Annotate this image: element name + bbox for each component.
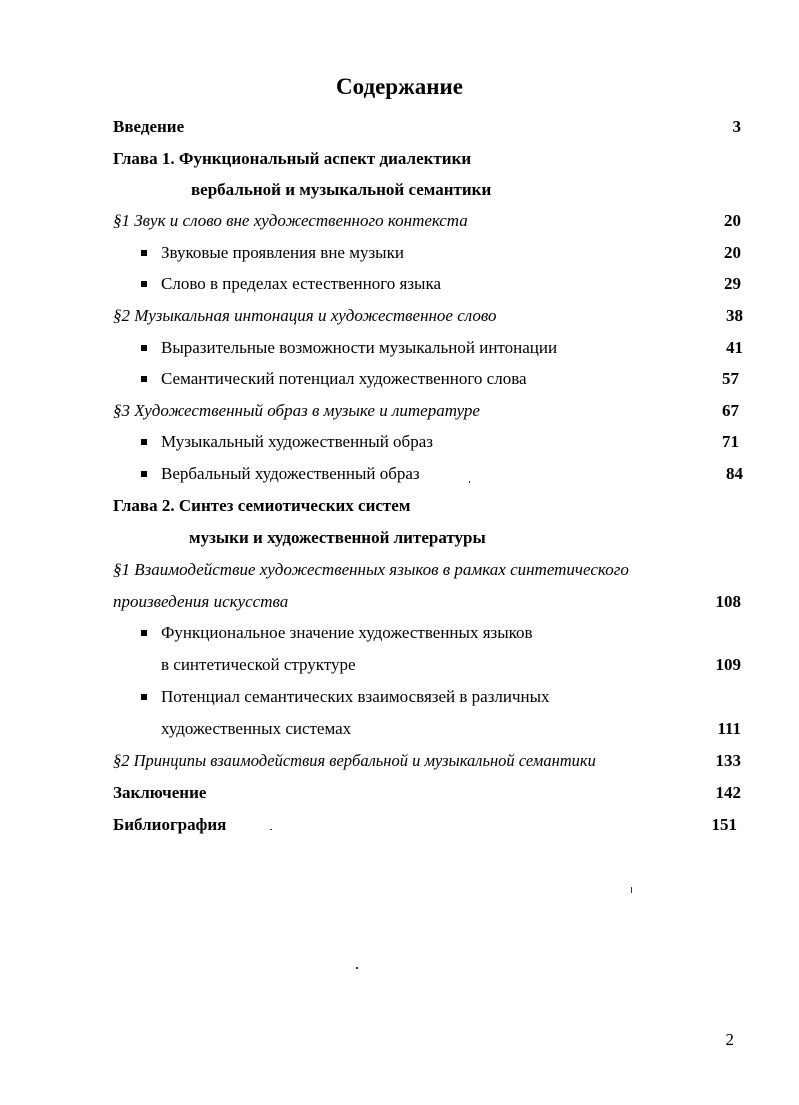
toc-entry-text: Выразительные возможности музыкальной интонации [161, 338, 558, 357]
scan-speck [270, 829, 272, 830]
toc-entry-text: художественных системах [161, 719, 352, 738]
toc-entry-subsection-cont[interactable] [0, 650, 799, 680]
toc-entry-section-cont[interactable] [0, 587, 799, 617]
toc-entry-page: 41 [726, 338, 743, 357]
toc-entry-text: Глава 1. Функциональный аспект диалектики [113, 149, 472, 168]
toc-entry-subsection[interactable] [0, 682, 799, 712]
toc-entry-subsection[interactable] [0, 459, 799, 489]
toc-entry-text: вербальной и музыкальной семантики [191, 180, 492, 199]
page-number: 2 [725, 1030, 734, 1049]
toc-entry-subsection[interactable] [0, 238, 799, 268]
toc-entry-page: 57 [722, 369, 739, 388]
toc-entry-page: 71 [722, 432, 739, 451]
toc-entry-introduction[interactable] [0, 112, 799, 142]
toc-entry-page: 20 [724, 243, 741, 262]
toc-entry-chapter-2-cont[interactable] [0, 523, 799, 553]
toc-entry-conclusion[interactable] [0, 778, 799, 808]
toc-entry-section[interactable] [0, 396, 799, 426]
toc-entry-page: 108 [715, 592, 741, 611]
toc-entry-text: §2 Музыкальная интонация и художественное слово [113, 306, 497, 325]
toc-entry-bibliography[interactable] [0, 810, 799, 840]
bullet-icon [141, 345, 147, 351]
toc-entry-subsection[interactable] [0, 333, 799, 363]
toc-entry-chapter-1[interactable] [0, 144, 799, 174]
toc-entry-text: Музыкальный художественный образ [161, 432, 433, 451]
toc-entry-text: Введение [113, 117, 185, 136]
toc-entry-text: Потенциал семантических взаимосвязей в различных [161, 687, 550, 706]
toc-entry-text: §3 Художественный образ в музыке и литературе [113, 401, 480, 420]
toc-entry-subsection[interactable] [0, 364, 799, 394]
toc-entry-subsection[interactable] [0, 269, 799, 299]
toc-entry-subsection[interactable] [0, 618, 799, 648]
bullet-icon [141, 281, 147, 287]
scan-speck [631, 887, 632, 893]
toc-entry-text: §1 Взаимодействие художественных языков в рамках синтетического [113, 560, 629, 579]
toc-entry-page: 111 [717, 719, 741, 738]
toc-entry-page: 38 [726, 306, 743, 325]
toc-entry-section[interactable] [0, 555, 799, 585]
toc-entry-text: Семантический потенциал художественного слова [161, 369, 527, 388]
toc-entry-text: Функциональное значение художественных языков [161, 623, 533, 642]
toc-entry-text: музыки и художественной литературы [189, 528, 486, 547]
toc-entry-text: Библиография [113, 815, 227, 834]
toc-entry-text: §2 Принципы взаимодействия вербальной и музыкальной семантики [113, 751, 596, 770]
toc-entry-text: Вербальный художественный образ [161, 464, 420, 483]
toc-entry-page: 3 [732, 117, 741, 136]
toc-entry-text: произведения искусства [113, 592, 289, 611]
toc-entry-text: Глава 2. Синтез семиотических систем [113, 496, 411, 515]
toc-entry-section[interactable] [0, 206, 799, 236]
toc-entry-chapter-2[interactable] [0, 491, 799, 521]
toc-entry-page: 151 [711, 815, 737, 834]
toc-entry-page: 142 [715, 783, 741, 802]
scan-speck [469, 481, 470, 483]
toc-entry-page: 109 [715, 655, 741, 674]
toc-entry-page: 29 [724, 274, 741, 293]
toc-entry-section[interactable] [0, 301, 799, 331]
page-title: Содержание [336, 74, 463, 99]
toc-entry-text: Заключение [113, 783, 207, 802]
toc-entry-subsection[interactable] [0, 427, 799, 457]
toc-entry-text: Слово в пределах естественного языка [161, 274, 442, 293]
toc-entry-text: §1 Звук и слово вне художественного контекста [113, 211, 468, 230]
toc-entry-page: 67 [722, 401, 739, 420]
toc-entry-chapter-1-cont[interactable] [0, 175, 799, 205]
toc-entry-page: 84 [726, 464, 743, 483]
bullet-icon [141, 471, 147, 477]
toc-entry-page: 133 [715, 751, 741, 770]
bullet-icon [141, 694, 147, 700]
toc-entry-text: Звуковые проявления вне музыки [161, 243, 404, 262]
bullet-icon [141, 376, 147, 382]
toc-entry-page: 20 [724, 211, 741, 230]
toc-entry-text: в синтетической структуре [161, 655, 356, 674]
bullet-icon [141, 630, 147, 636]
bullet-icon [141, 439, 147, 445]
toc-entry-subsection-cont[interactable] [0, 714, 799, 744]
toc-entry-section[interactable] [0, 746, 799, 776]
bullet-icon [141, 250, 147, 256]
scan-speck [356, 967, 358, 969]
